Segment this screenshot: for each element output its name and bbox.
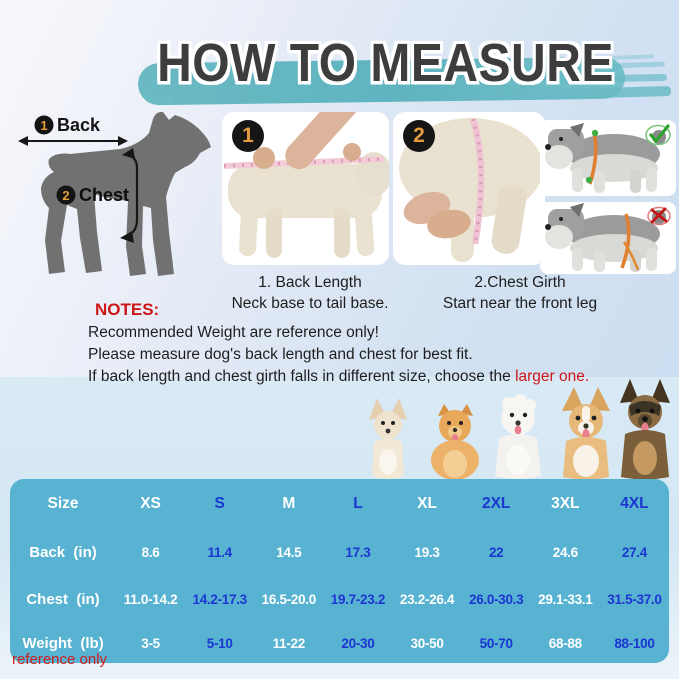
table-cell: 20-30 — [341, 635, 375, 651]
step-2-badge: 2 — [403, 120, 435, 152]
col-header-s: S — [214, 495, 225, 512]
table-cell: 8.6 — [141, 544, 160, 560]
table-cell: 3-5 — [141, 635, 160, 651]
notes-line-2: Please measure dog's back length and chest for best fit. — [88, 346, 473, 363]
back-label-group — [35, 115, 102, 135]
col-header-xl: XL — [417, 495, 437, 512]
correct-measure-photo-card — [540, 120, 676, 196]
table-cell: 29.1-33.1 — [538, 591, 593, 607]
dog-silhouette-diagram — [4, 110, 219, 298]
table-cell: 24.6 — [552, 544, 578, 560]
chest-badge-number: 2 — [62, 188, 70, 203]
step-1-subtitle: Neck base to tail base. — [231, 295, 389, 312]
notes-line-1: Recommended Weight are reference only! — [88, 324, 379, 341]
notes-line-3-highlight: larger one. — [515, 368, 590, 385]
table-cell: 11.0-14.2 — [123, 591, 178, 607]
step-1-badge: 1 — [232, 120, 264, 152]
table-cell: 11.4 — [207, 544, 232, 560]
col-header-l: L — [353, 495, 363, 512]
col-header-xs: XS — [140, 495, 161, 512]
chest-label: Chest — [79, 185, 130, 205]
back-measure-arrow — [18, 136, 128, 146]
row-label-weight: Weight (lb) — [22, 634, 104, 652]
size-chart-table — [10, 479, 669, 663]
correct-check-icon — [645, 124, 671, 146]
table-cell: 14.2-17.3 — [192, 591, 247, 607]
row-label-back: Back (in) — [29, 543, 97, 561]
table-cell: 27.4 — [621, 544, 647, 560]
notes-line-3 — [88, 368, 589, 386]
reference-only-note: reference only — [12, 651, 108, 668]
col-header-2xl: 2XL — [481, 495, 511, 512]
notes-line-3-text: If back length and chest girth falls in different size, choose the — [88, 368, 516, 385]
chest-girth-photo-card — [393, 112, 545, 265]
table-cell: 31.5-37.0 — [607, 591, 662, 607]
chest-label-group — [57, 185, 130, 205]
table-cell: 11-22 — [272, 635, 305, 651]
table-cell: 14.5 — [276, 544, 302, 560]
back-label: Back — [57, 115, 101, 135]
incorrect-measure-photo-card — [540, 202, 676, 274]
step-2-caption — [420, 272, 620, 314]
table-cell: 16.5-20.0 — [261, 591, 316, 607]
table-cell: 17.3 — [345, 544, 371, 560]
col-header-m: M — [282, 495, 296, 512]
col-header-size: Size — [47, 495, 79, 512]
corgi-icon — [553, 385, 619, 479]
table-cell: 19.7-23.2 — [330, 591, 386, 607]
table-cell: 68-88 — [548, 635, 582, 651]
chihuahua-icon — [362, 396, 414, 480]
step-1-caption — [222, 272, 398, 314]
page-title: HOW TO MEASURE — [157, 34, 614, 94]
bichon-icon — [487, 392, 549, 480]
step-2-subtitle: Start near the front leg — [442, 295, 598, 312]
table-cell: 88-100 — [614, 635, 655, 651]
pomeranian-icon — [428, 400, 483, 480]
step-2-title: 2.Chest Girth — [474, 274, 566, 291]
back-badge-number: 1 — [40, 118, 48, 133]
col-header-3xl: 3XL — [551, 495, 580, 512]
incorrect-cross-icon — [647, 206, 671, 226]
table-cell: 5-10 — [206, 635, 233, 651]
german-shepherd-icon — [615, 378, 679, 479]
notes-heading: NOTES: — [95, 300, 160, 319]
col-header-4xl: 4XL — [620, 495, 649, 512]
table-cell: 30-50 — [410, 635, 444, 651]
table-cell: 50-70 — [479, 635, 513, 651]
table-cell: 22 — [488, 544, 504, 560]
table-cell: 23.2-26.4 — [399, 591, 455, 607]
table-cell: 26.0-30.3 — [469, 591, 524, 607]
row-label-chest: Chest (in) — [26, 590, 100, 608]
back-length-photo-card — [222, 112, 389, 265]
step-1-title: 1. Back Length — [258, 274, 362, 291]
table-cell: 19.3 — [414, 544, 440, 560]
